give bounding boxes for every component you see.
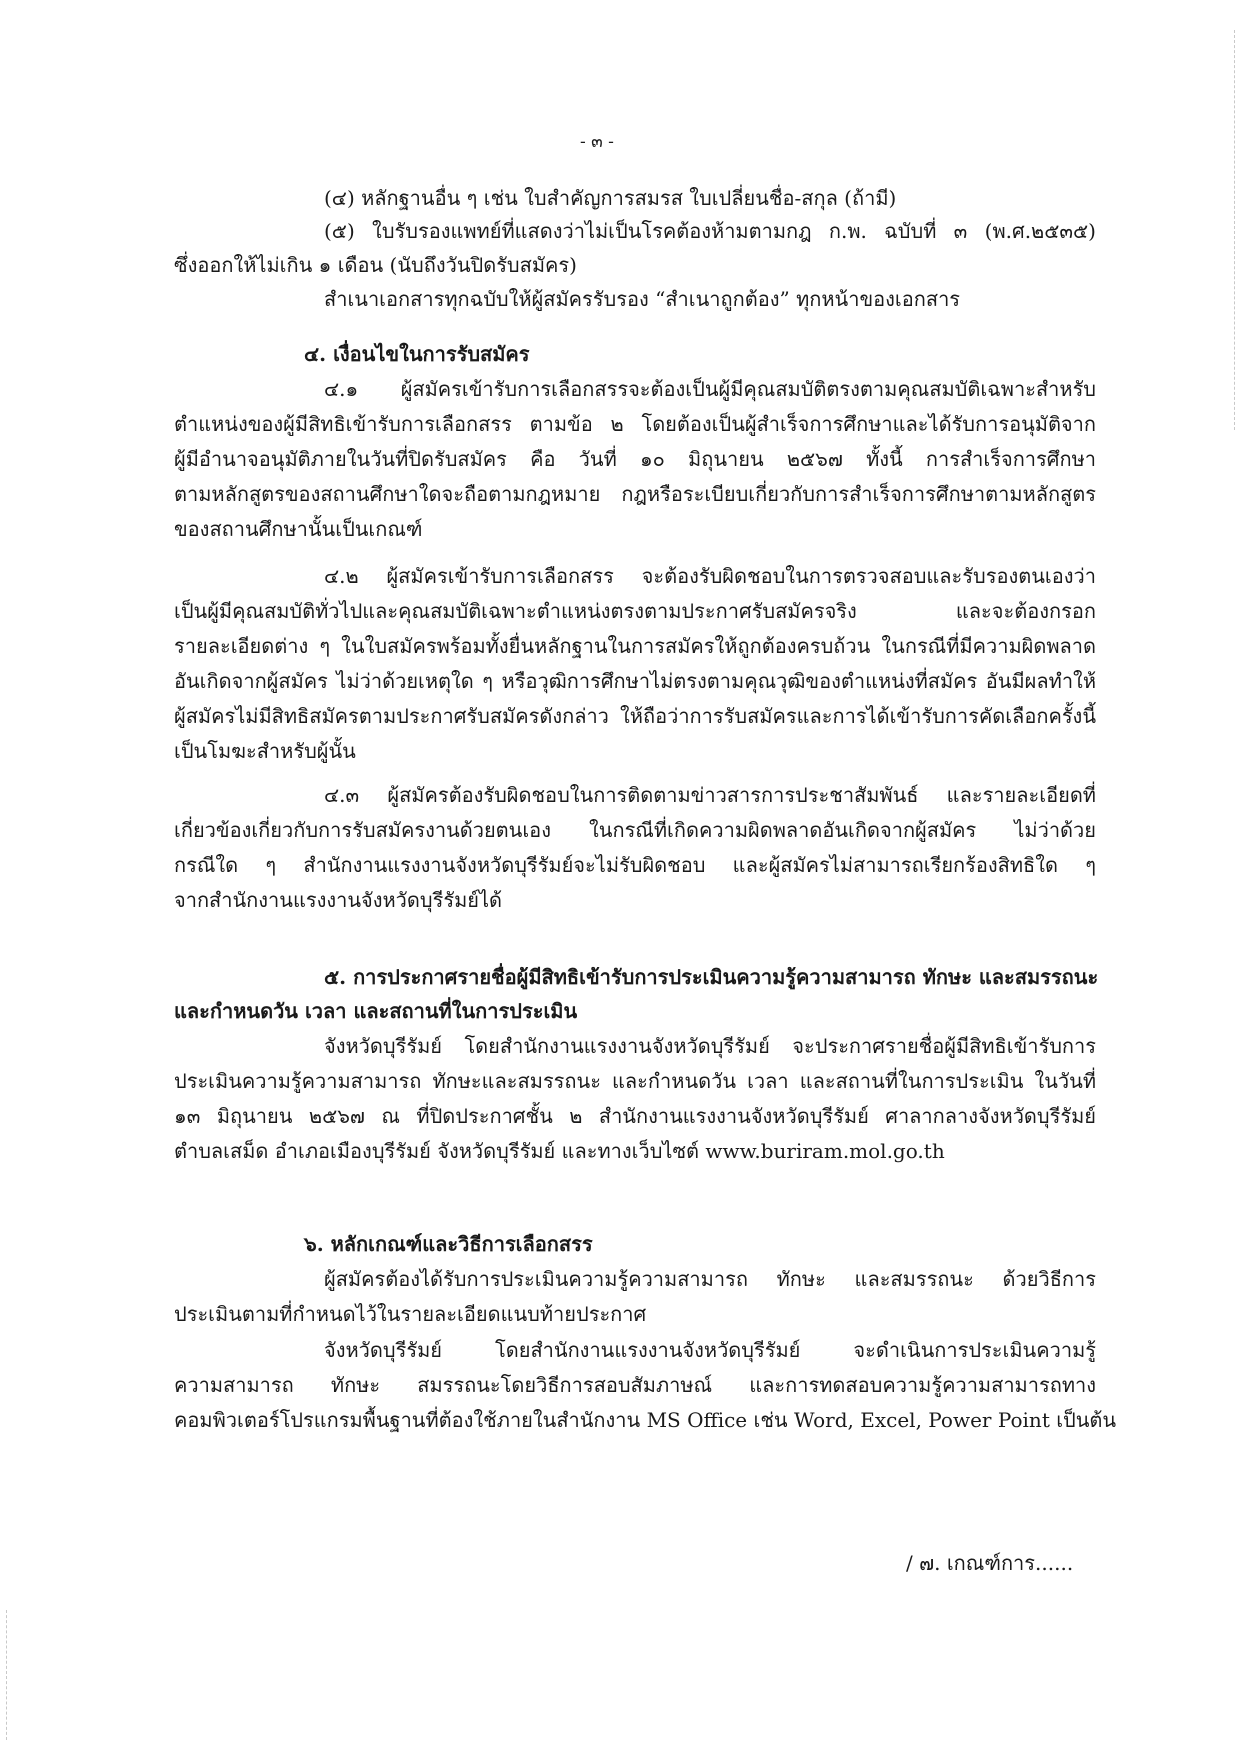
paragraph-line: สำเนาเอกสารทุกฉบับให้ผู้สมัครรับรอง “สำเนาถูกต้อง” ทุกหน้าของเอกสาร	[324, 287, 961, 311]
paragraph-line: เป็นผู้มีคุณสมบัติทั่วไปและคุณสมบัติเฉพาะตำแหน่งตรงตามประกาศรับสมัครจริง และจะต้องกรอก	[174, 599, 1096, 623]
paragraph-line: เกี่ยวข้องเกี่ยวกับการรับสมัครงานด้วยตนเอง ในกรณีที่เกิดความผิดพลาดอันเกิดจากผู้สมัคร ไม่ว่าด้วย	[174, 818, 1096, 842]
paragraph-line: ผู้มีอำนาจอนุมัติภายในวันที่ปิดรับสมัคร คือ วันที่ ๑๐ มิถุนายน ๒๕๖๗ ทั้งนี้ การสำเร็จการศึกษา	[174, 447, 1096, 471]
paragraph-line: ตามหลักสูตรของสถานศึกษาใดจะถือตามกฎหมาย กฎหรือระเบียบเกี่ยวกับการสำเร็จการศึกษาตามหลักสูตร	[174, 482, 1096, 506]
paragraph-line: คอมพิวเตอร์โปรแกรมพื้นฐานที่ต้องใช้ภายในสำนักงาน MS Office เช่น Word, Excel, Power Point เป็นต้น	[174, 1408, 1117, 1432]
paragraph-line: จังหวัดบุรีรัมย์ โดยสำนักงานแรงงานจังหวัดบุรีรัมย์ จะประกาศรายชื่อผู้มีสิทธิเข้ารับการ	[324, 1034, 1096, 1058]
paragraph-line: ความสามารถ ทักษะ สมรรถนะโดยวิธีการสอบสัมภาษณ์ และการทดสอบความรู้ความสามารถทาง	[174, 1373, 1096, 1397]
scan-edge-mark	[1233, 30, 1235, 430]
page-number: - ๓ -	[580, 132, 614, 152]
item-other-documents: (๔) หลักฐานอื่น ๆ เช่น ใบสำคัญการสมรส ใบเปลี่ยนชื่อ-สกุล (ถ้ามี)	[324, 186, 897, 210]
paragraph-line: เป็นโมฆะสำหรับผู้นั้น	[174, 739, 356, 763]
paragraph-line: ซึ่งออกให้ไม่เกิน ๑ เดือน (นับถึงวันปิดรับสมัคร)	[174, 253, 577, 277]
scan-edge-mark	[6, 1610, 8, 1740]
paragraph-line: ๔.๑ ผู้สมัครเข้ารับการเลือกสรรจะต้องเป็นผู้มีคุณสมบัติตรงตามคุณสมบัติเฉพาะสำหรับ	[324, 377, 1096, 401]
section-5-heading: ๕. การประกาศรายชื่อผู้มีสิทธิเข้ารับการประเมินความรู้ความสามารถ ทักษะ และสมรรถนะ	[324, 965, 1099, 989]
paragraph-line: อันเกิดจากผู้สมัคร ไม่ว่าด้วยเหตุใด ๆ หรือวุฒิการศึกษาไม่ตรงตามคุณวุฒิของตำแหน่งที่สมัคร อันมีผลทำให้	[174, 669, 1096, 693]
paragraph-line: ๔.๒ ผู้สมัครเข้ารับการเลือกสรร จะต้องรับผิดชอบในการตรวจสอบและรับรองตนเองว่า	[324, 564, 1096, 588]
section-6-heading: ๖. หลักเกณฑ์และวิธีการเลือกสรร	[304, 1232, 593, 1256]
item-medical-certificate: (๕) ใบรับรองแพทย์ที่แสดงว่าไม่เป็นโรคต้องห้ามตามกฎ ก.พ. ฉบับที่ ๓ (พ.ศ.๒๕๓๕)	[324, 219, 1096, 243]
paragraph-line: ประเมินตามที่กำหนดไว้ในรายละเอียดแนบท้ายประกาศ	[174, 1302, 647, 1326]
paragraph-line: ตำแหน่งของผู้มีสิทธิเข้ารับการเลือกสรร ตามข้อ ๒ โดยต้องเป็นผู้สำเร็จการศึกษาและได้รับการอนุมัติจาก	[174, 412, 1096, 436]
paragraph-line: ผู้สมัครต้องได้รับการประเมินความรู้ความสามารถ ทักษะ และสมรรถนะ ด้วยวิธีการ	[324, 1267, 1096, 1291]
paragraph-line: ๔.๓ ผู้สมัครต้องรับผิดชอบในการติดตามข่าวสารการประชาสัมพันธ์ และรายละเอียดที่	[324, 783, 1096, 807]
paragraph-line: ๑๓ มิถุนายน ๒๕๖๗ ณ ที่ปิดประกาศชั้น ๒ สำนักงานแรงงานจังหวัดบุรีรัมย์ ศาลากลางจังหวัดบุรีรัมย์	[174, 1104, 1096, 1128]
paragraph-line: ผู้สมัครไม่มีสิทธิสมัครตามประกาศรับสมัครดังกล่าว ให้ถือว่าการรับสมัครและการได้เข้ารับการคัดเลือกครั้งนี้	[174, 704, 1096, 728]
paragraph-line: จากสำนักงานแรงงานจังหวัดบุรีรัมย์ได้	[174, 888, 503, 912]
paragraph-line: ตำบลเสม็ด อำเภอเมืองบุรีรัมย์ จังหวัดบุรีรัมย์ และทางเว็บไซต์ www.buriram.mol.go.th	[174, 1139, 945, 1163]
paragraph-line: กรณีใด ๆ สำนักงานแรงงานจังหวัดบุรีรัมย์จะไม่รับผิดชอบ และผู้สมัครไม่สามารถเรียกร้องสิทธิใด ๆ	[174, 853, 1096, 877]
paragraph-line: จังหวัดบุรีรัมย์ โดยสำนักงานแรงงานจังหวัดบุรีรัมย์ จะดำเนินการประเมินความรู้	[324, 1338, 1096, 1362]
section-5-heading-cont: และกำหนดวัน เวลา และสถานที่ในการประเมิน	[174, 999, 578, 1023]
continuation-note: / ๗. เกณฑ์การ......	[906, 1551, 1074, 1575]
section-4-heading: ๔. เงื่อนไขในการรับสมัคร	[304, 342, 530, 366]
paragraph-line: ประเมินความรู้ความสามารถ ทักษะและสมรรถนะ และกำหนดวัน เวลา และสถานที่ในการประเมิน ในวันที่	[174, 1069, 1096, 1093]
paragraph-line: รายละเอียดต่าง ๆ ในใบสมัครพร้อมทั้งยื่นหลักฐานในการสมัครให้ถูกต้องครบถ้วน ในกรณีที่มีความผิดพลาด	[174, 634, 1096, 658]
paragraph-line: ของสถานศึกษานั้นเป็นเกณฑ์	[174, 517, 423, 541]
